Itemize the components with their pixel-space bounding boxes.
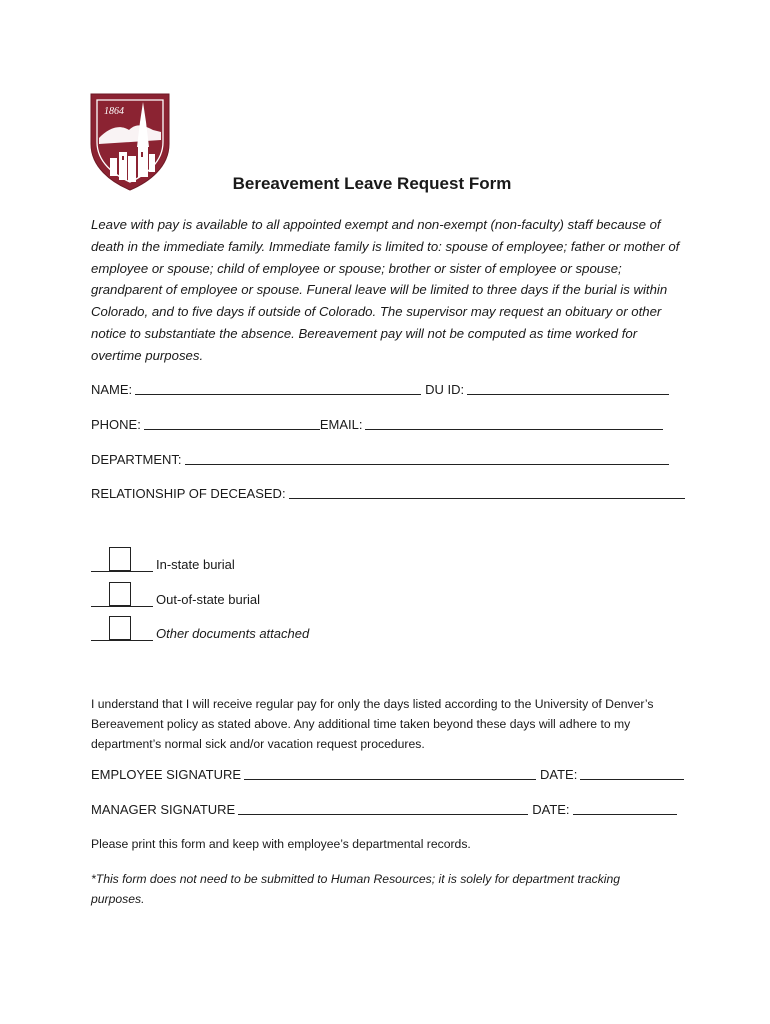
crest-year-text: 1864 <box>104 106 124 117</box>
department-label: DEPARTMENT: <box>91 452 182 467</box>
out-of-state-checkbox[interactable] <box>109 582 131 606</box>
department-row <box>91 452 673 467</box>
out-of-state-label: Out-of-state burial <box>156 592 261 607</box>
department-field[interactable] <box>185 452 669 465</box>
employee-date-field[interactable] <box>580 767 684 780</box>
relationship-field[interactable] <box>289 486 685 499</box>
phone-label: PHONE: <box>91 417 141 432</box>
print-instruction: Please print this form and keep with employee’s departmental records. <box>91 837 471 851</box>
relationship-label: RELATIONSHIP OF DECEASED: <box>91 486 286 501</box>
employee-signature-label: EMPLOYEE SIGNATURE <box>91 767 242 782</box>
manager-signature-label: MANAGER SIGNATURE <box>91 802 236 817</box>
acknowledgement-paragraph: I understand that I will receive regular pay for only the days listed according to the University of Denver’s Bereavement policy as stated above. Any additional time taken beyond these days will adhere to my department’s normal sick and/or vacation request procedures. <box>91 697 654 751</box>
footnote: *This form does not need to be submitted to Human Resources; it is solely for department tracking purposes. <box>91 872 621 906</box>
out-of-state-option <box>91 590 260 607</box>
name-field[interactable] <box>135 382 421 395</box>
email-field[interactable] <box>365 417 663 430</box>
employee-signature-field[interactable] <box>244 767 536 780</box>
in-state-option <box>91 555 235 572</box>
email-label: EMAIL: <box>319 417 363 432</box>
other-docs-option <box>91 624 309 641</box>
in-state-checkbox[interactable] <box>109 547 131 571</box>
manager-date-label: DATE: <box>532 802 570 817</box>
other-docs-checkbox[interactable] <box>109 616 131 640</box>
phone-row <box>91 417 667 432</box>
form-title: Bereavement Leave Request Form <box>232 174 512 193</box>
employee-date-label: DATE: <box>540 767 578 782</box>
name-row <box>91 382 673 397</box>
du-id-field[interactable] <box>467 382 669 395</box>
name-label: NAME: <box>91 382 133 397</box>
manager-date-field[interactable] <box>573 802 677 815</box>
manager-signature-row <box>91 802 681 817</box>
in-state-label: In-state burial <box>156 557 235 572</box>
du-id-label: DU ID: <box>425 382 465 397</box>
phone-field[interactable] <box>144 417 320 430</box>
employee-signature-row <box>91 767 688 782</box>
intro-paragraph: Leave with pay is available to all appointed exempt and non-exempt (non-faculty) staff because of death in the immediate family. Immediate family is limited to: spouse of employee; father or mother of employee or spouse; child of employee or spouse; brother or sister of employee or spouse; grandparent of employee or spouse. Funeral leave will be limited to three days if the burial is within Colorado, and to five days if outside of Colorado. The supervisor may request an obituary or other notice to substantiate the absence. Bereavement pay will not be computed as time worked for overtime purposes. <box>91 217 680 363</box>
relationship-row <box>91 486 689 501</box>
manager-signature-field[interactable] <box>238 802 528 815</box>
other-docs-label: Other documents attached <box>156 626 310 641</box>
